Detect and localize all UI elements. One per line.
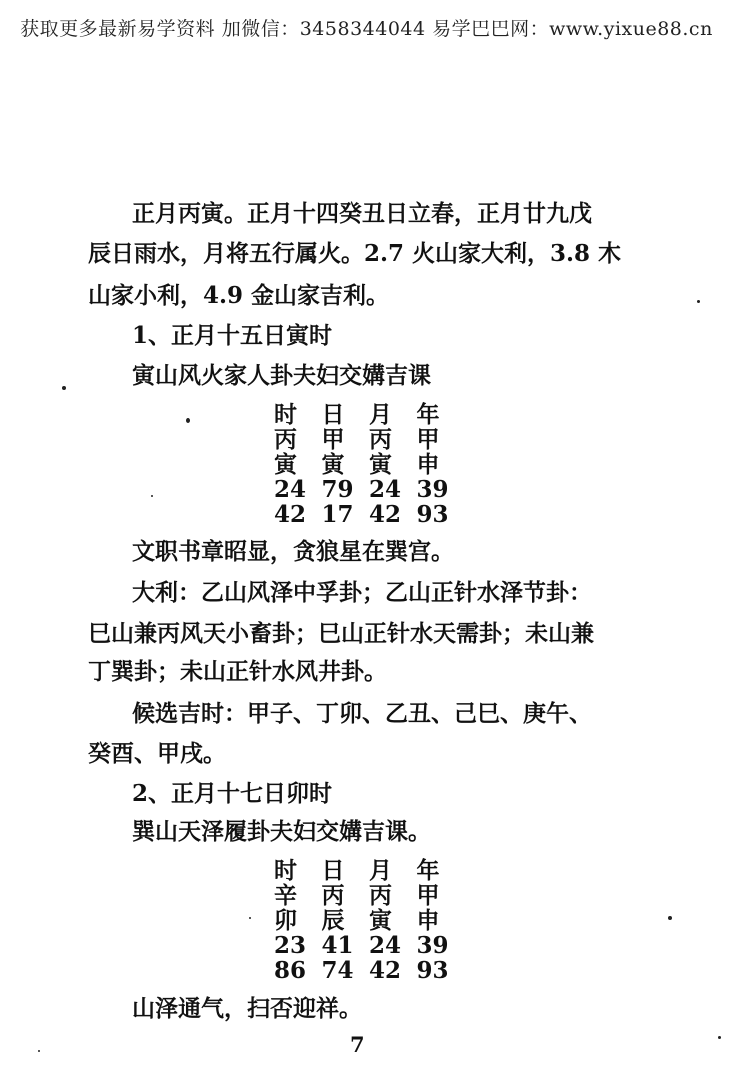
ganzhi-table	[274, 402, 464, 527]
dali-line: 丁巽卦；未山正针水风井卦。	[88, 658, 387, 685]
paragraph-line: 正月丙寅。正月十四癸丑日立春，正月廿九戊	[132, 200, 592, 227]
table-cell: 年	[416, 401, 440, 428]
table-row	[274, 502, 464, 527]
table-cell: 24	[274, 476, 307, 503]
scan-speck	[697, 300, 700, 303]
scan-speck	[62, 386, 66, 390]
table-cell: 卯	[274, 907, 297, 934]
entry-heading: 2、正月十七日卯时	[132, 780, 333, 807]
table-cell: 24	[369, 932, 402, 959]
entry-heading: 1、正月十五日寅时	[132, 322, 333, 349]
table-cell: 42	[369, 501, 402, 528]
table-cell: 甲	[321, 426, 345, 453]
table-row	[274, 908, 464, 933]
dali-line: 巳山兼丙风天小畜卦；巳山正针水天需卦；未山兼	[88, 620, 594, 647]
table-cell: 日	[321, 401, 345, 428]
table-row	[274, 858, 464, 883]
table-row	[274, 958, 464, 983]
table-cell: 93	[416, 957, 449, 984]
table-cell: 39	[416, 476, 449, 503]
table-cell: 丙	[274, 426, 297, 453]
table-cell: 42	[274, 501, 307, 528]
table-cell: 74	[321, 957, 354, 984]
page-number: 7	[350, 1032, 365, 1057]
table-row	[274, 452, 464, 477]
scan-speck	[186, 418, 190, 423]
table-cell: 时	[274, 401, 297, 428]
scan-speck	[38, 1050, 40, 1052]
table-row	[274, 933, 464, 958]
table-cell: 23	[274, 932, 307, 959]
houxuan-line: 癸酉、甲戌。	[88, 740, 226, 767]
table-cell: 月	[369, 857, 392, 884]
table-cell: 86	[274, 957, 307, 984]
table-cell: 年	[416, 857, 440, 884]
scan-speck	[668, 916, 672, 920]
table-cell: 日	[321, 857, 345, 884]
table-cell: 丙	[321, 882, 345, 909]
entry-subtitle: 巽山天泽履卦夫妇交媾吉课。	[132, 818, 431, 845]
entry-comment: 山泽通气，扫否迎祥。	[132, 995, 362, 1022]
table-cell: 42	[369, 957, 402, 984]
ganzhi-table	[274, 858, 464, 983]
table-row	[274, 477, 464, 502]
table-cell: 申	[416, 451, 440, 478]
table-cell: 甲	[416, 426, 440, 453]
houxuan-line: 候选吉时：甲子、丁卯、乙丑、己巳、庚午、	[132, 700, 592, 727]
table-cell: 93	[416, 501, 449, 528]
table-cell: 24	[369, 476, 402, 503]
watermark-header: 获取更多最新易学资料 加微信：3458344044 易学巴巴网：www.yixue88.cn	[20, 18, 713, 40]
table-row	[274, 883, 464, 908]
scan-speck	[249, 917, 251, 919]
table-cell: 辰	[321, 907, 345, 934]
paragraph-line: 山家小利，4.9 金山家吉利。	[88, 282, 390, 309]
table-cell: 丙	[369, 882, 392, 909]
entry-comment: 文职书章昭显，贪狼星在巽宫。	[132, 538, 454, 565]
entry-subtitle: 寅山风火家人卦夫妇交媾吉课	[132, 362, 431, 389]
table-cell: 申	[416, 907, 440, 934]
table-cell: 41	[321, 932, 354, 959]
paragraph-line: 辰日雨水，月将五行属火。2.7 火山家大利，3.8 木	[88, 240, 622, 267]
table-cell: 甲	[416, 882, 440, 909]
table-cell: 月	[369, 401, 392, 428]
table-cell: 寅	[274, 451, 297, 478]
dali-line: 大利：乙山风泽中孚卦；乙山正针水泽节卦：	[132, 579, 592, 606]
table-cell: 寅	[321, 451, 345, 478]
table-cell: 寅	[369, 907, 392, 934]
table-cell: 辛	[274, 882, 297, 909]
table-cell: 寅	[369, 451, 392, 478]
table-cell: 17	[321, 501, 354, 528]
table-row	[274, 402, 464, 427]
table-cell: 79	[321, 476, 354, 503]
scan-speck	[718, 1036, 721, 1039]
table-cell: 时	[274, 857, 297, 884]
table-cell: 丙	[369, 426, 392, 453]
table-row	[274, 427, 464, 452]
scan-speck	[151, 495, 153, 497]
table-cell: 39	[416, 932, 449, 959]
